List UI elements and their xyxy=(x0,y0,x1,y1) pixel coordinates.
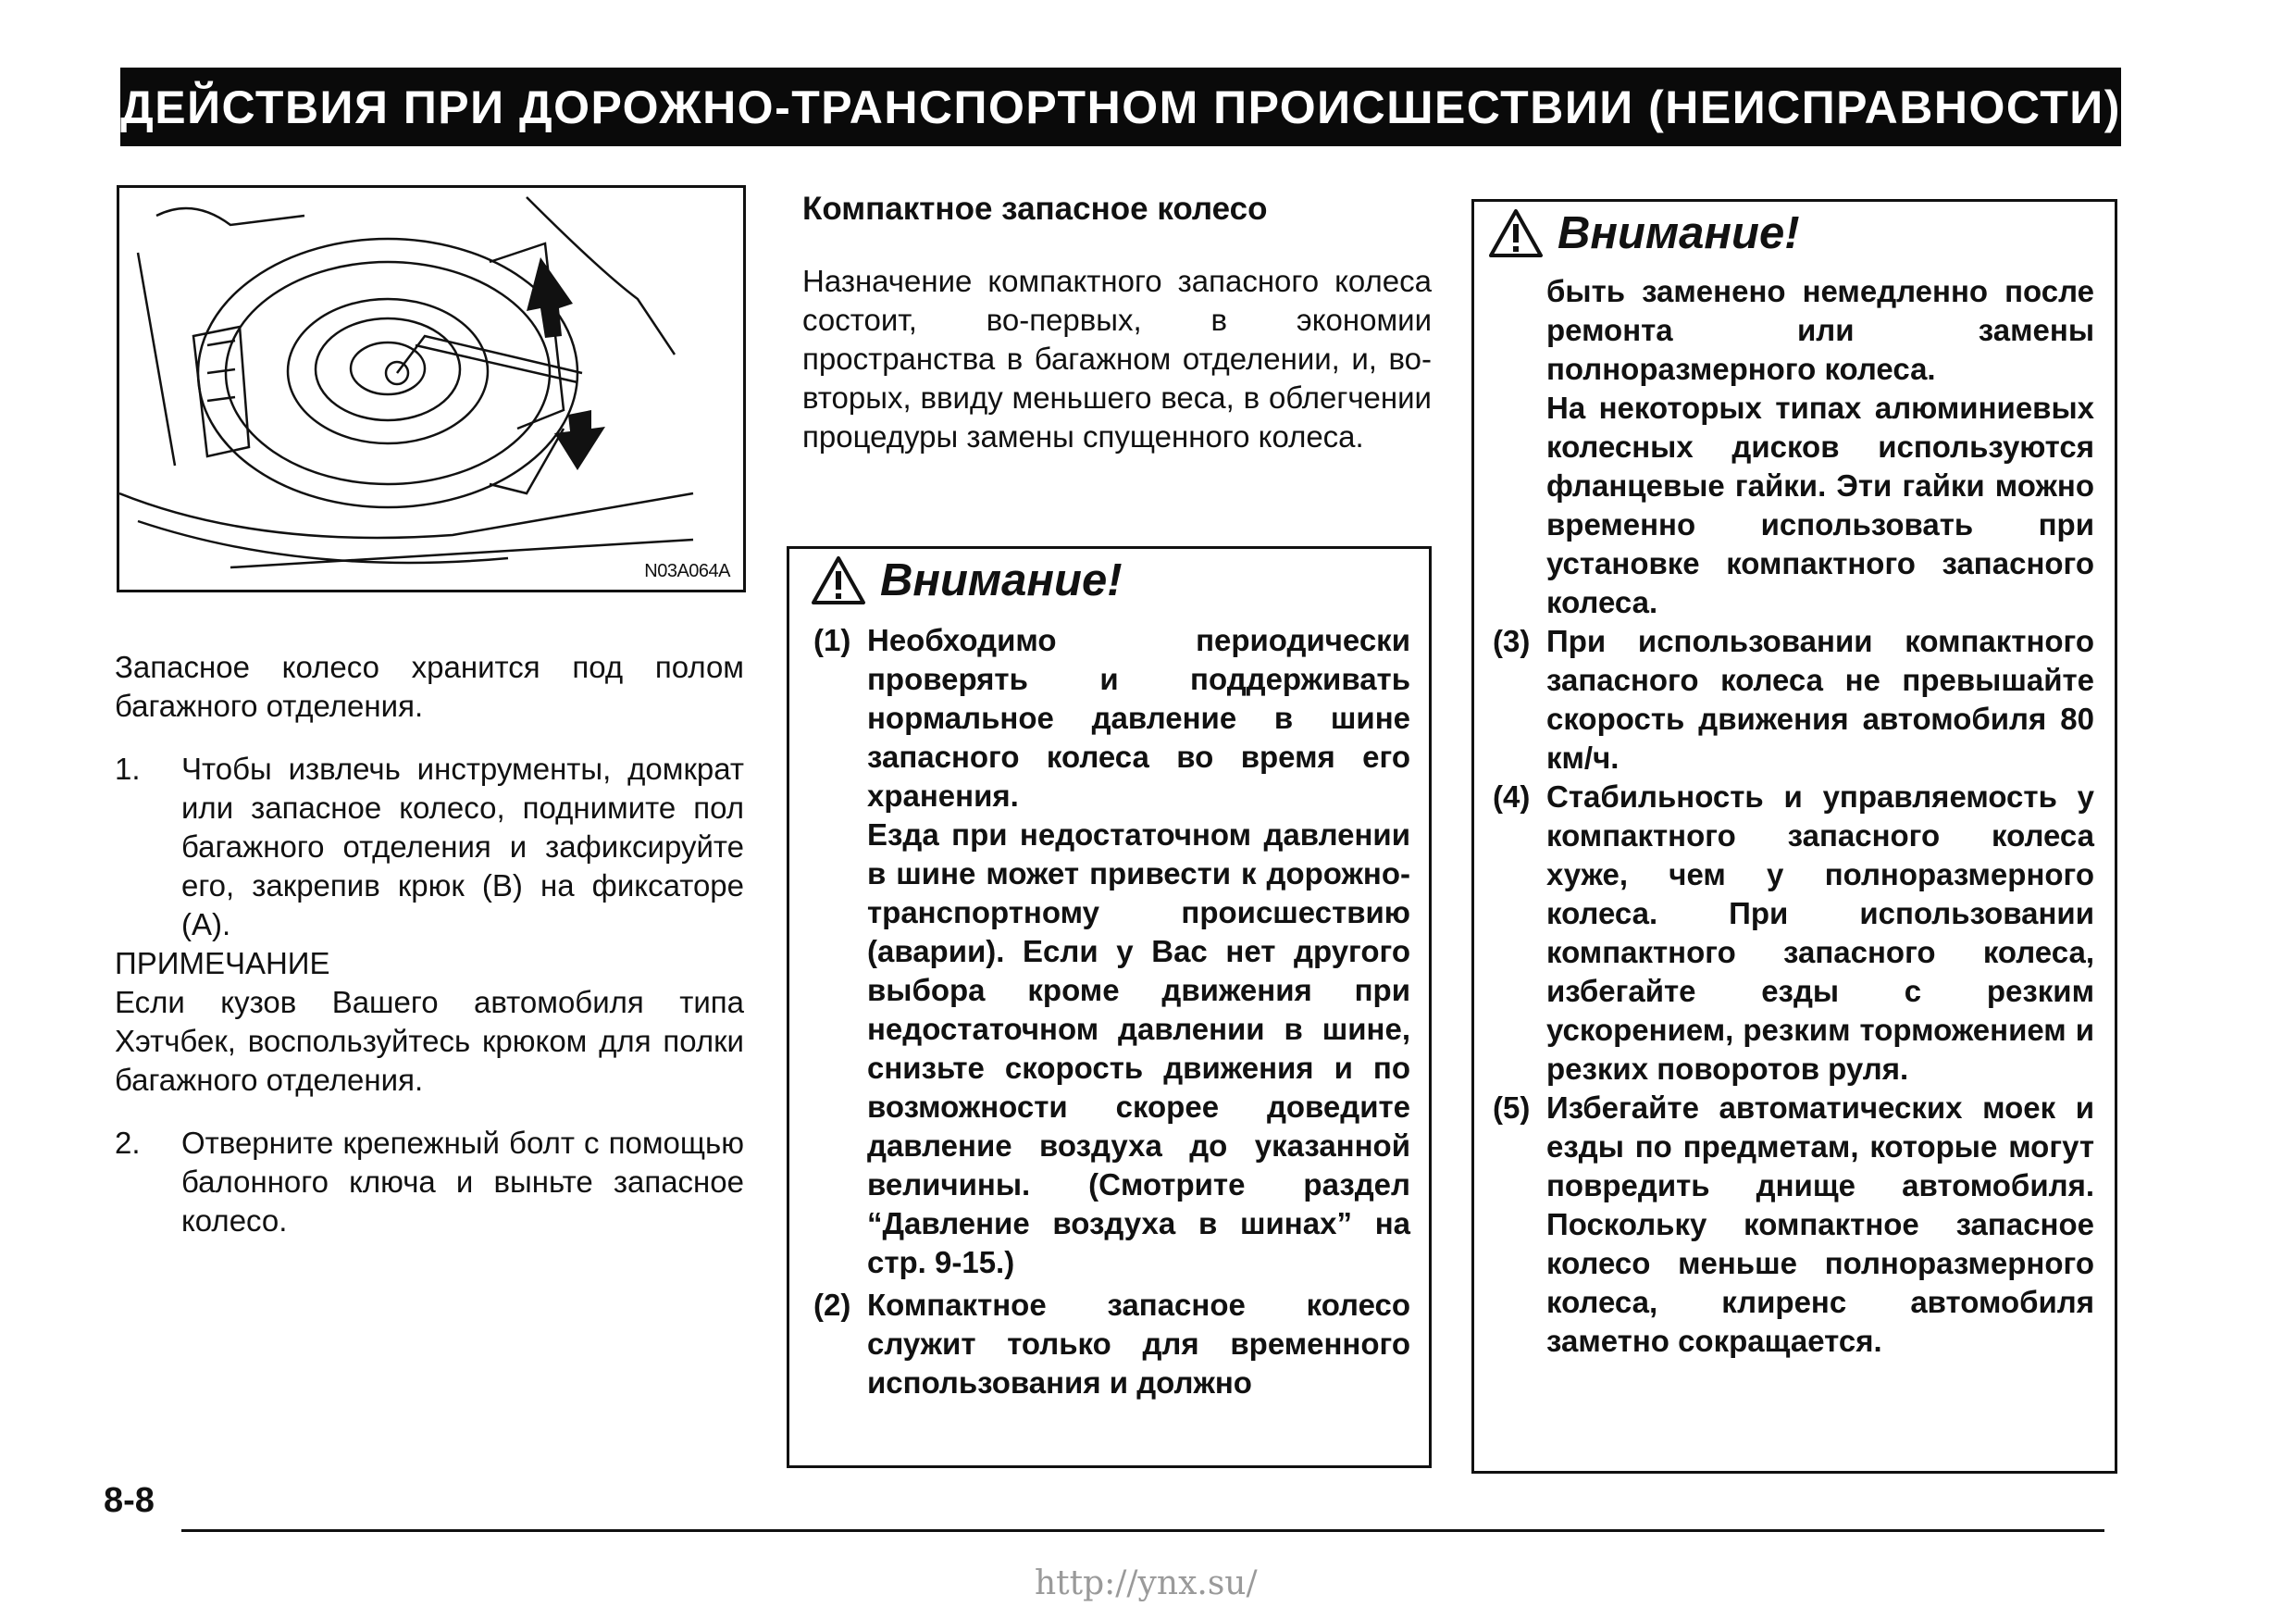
caution-1-item-2-text: Компактное запасное колесо служит только для временного использования и должно xyxy=(867,1288,1410,1400)
caution-2-body xyxy=(1493,272,2094,1361)
caution-1-item-1-text xyxy=(867,621,1410,1282)
caution-2-item-5-text: Избегайте автоматических моек и езды по предметам, которые могут повредить днище автомобиля. Поскольку компактное запасное колесо меньше полноразмерного колеса, клиренс автомобиля заметно сокращается. xyxy=(1546,1090,2094,1358)
section-paragraph: Назначение компактного запасного колеса состоит, во-первых, в экономии пространства в багажном отделении, и, во-вторых, ввиду меньшего веса, в облегчении процедуры замены спущенного колеса. xyxy=(802,264,1432,454)
footer-rule xyxy=(181,1529,2104,1532)
caution-1-item-1-para-2: Езда при недостаточном давлении в шине может привести к дорожно-транспортному происшествию (аварии). Если у Вас нет другого выбора кроме движения при недостаточном давлении в шине, снизьте скорость движения и по возможности скорее доведите давление воздуха до указанной величины. (Смотрите раздел “Давление воздуха в шинах” на стр. 9-15.) xyxy=(867,817,1410,1279)
warning-triangle-icon xyxy=(1487,207,1545,259)
section-heading: Компактное запасное колесо xyxy=(802,191,1268,227)
footer-url-link[interactable]: http://ynx.su/ xyxy=(1035,1564,1258,1602)
caution-1-item-2-number: (2) xyxy=(813,1288,851,1322)
caution-2-item-5 xyxy=(1493,1089,2094,1361)
intro-text: Запасное колесо хранится под полом багажного отделения. xyxy=(115,650,744,723)
caution-1-title: Внимание! xyxy=(880,555,1123,605)
step-1 xyxy=(115,750,744,944)
left-column xyxy=(115,648,744,1240)
caution-2-item-3 xyxy=(1493,622,2094,778)
step-1-text: Чтобы извлечь инструменты, домкрат или запасное колесо, поднимите пол багажного отделения и зафиксируйте его, закрепив крюк (В) на фиксаторе (А). xyxy=(181,752,744,941)
step-2-text: Отверните крепежный болт с помощью балонного ключа и выньте запасное колесо. xyxy=(181,1126,744,1238)
caution-1-header xyxy=(810,554,1429,606)
step-2 xyxy=(115,1124,744,1240)
spare-wheel-figure xyxy=(117,185,746,592)
caution-1-item-2 xyxy=(813,1286,1410,1402)
note-title: ПРИМЕЧАНИЕ xyxy=(115,946,330,980)
caution-2-title: Внимание! xyxy=(1558,208,1800,258)
caution-box-2 xyxy=(1471,199,2117,1474)
note-text: Если кузов Вашего автомобиля типа Хэтчбек, воспользуйтесь крюком для полки багажного отделения. xyxy=(115,985,744,1097)
caution-2-item-3-text: При использовании компактного запасного колеса не превышайте скорость движения автомобиля 80 км/ч. xyxy=(1546,624,2094,775)
caution-1-item-1-para-1: Необходимо периодически проверять и поддерживать нормальное давление в шине запасного колеса во время его хранения. xyxy=(867,623,1410,813)
middle-column xyxy=(802,190,1432,456)
caution-1-item-1-number: (1) xyxy=(813,623,851,657)
caution-2-header xyxy=(1487,207,2115,259)
caution-2-item-5-number: (5) xyxy=(1493,1090,1531,1125)
caution-2-item-4 xyxy=(1493,778,2094,1089)
caution-2-item-4-number: (4) xyxy=(1493,779,1531,814)
page-header-title: ДЕЙСТВИЯ ПРИ ДОРОЖНО-ТРАНСПОРТНОМ ПРОИСШЕСТВИИ (НЕИСПРАВНОСТИ) xyxy=(120,81,2121,133)
page-number: 8-8 xyxy=(104,1481,155,1520)
page-header xyxy=(120,68,2121,146)
warning-triangle-icon xyxy=(810,554,867,606)
caution-2-continuation xyxy=(1493,272,2094,622)
caution-2-item-3-number: (3) xyxy=(1493,624,1531,658)
caution-1-body xyxy=(813,621,1410,1402)
spare-wheel-illustration-icon xyxy=(119,188,743,590)
step-1-number: 1. xyxy=(115,752,141,786)
caution-box-1 xyxy=(787,546,1432,1468)
caution-2-cont-para-2: На некоторых типах алюминиевых колесных дисков используются фланцевые гайки. Эти гайки можно временно использовать при установке компактного запасного колеса. xyxy=(1546,391,2094,619)
caution-1-item-1 xyxy=(813,621,1410,1282)
figure-code: N03A064A xyxy=(644,561,730,581)
caution-2-cont-para-1: быть заменено немедленно после ремонта или замены полноразмерного колеса. xyxy=(1546,274,2094,386)
caution-2-item-4-text: Стабильность и управляемость у компактного запасного колеса хуже, чем у полноразмерного колеса. При использовании компактного запасного колеса, избегайте езды с резким ускорением, резким торможением и резких поворотов руля. xyxy=(1546,779,2094,1086)
step-2-number: 2. xyxy=(115,1126,141,1160)
